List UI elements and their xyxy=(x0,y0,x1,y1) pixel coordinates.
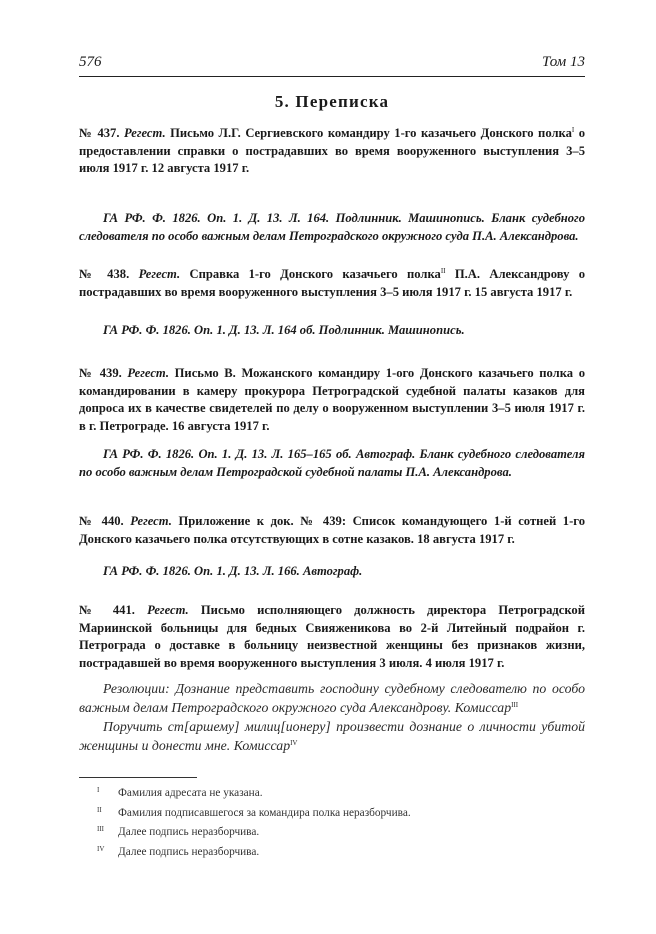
document-entry-439 xyxy=(79,365,585,435)
footnote-mark: IV xyxy=(97,845,105,853)
footnote-mark: II xyxy=(97,806,102,814)
entry-number: № 440. xyxy=(79,514,124,528)
entry-label: Регест. xyxy=(127,366,170,380)
footnote-text: Далее подпись неразборчива. xyxy=(118,846,260,858)
entry-text-continued: о предоставлении справки о пострадавших во время вооруженного выступления 3–5 июля 1917 г. 12 августа 1917 г. xyxy=(79,126,586,175)
resolution-text: Резолюции: Дознание представить господину судебному следователю по особо важным делам Петроградского окружного суда Александрову. Комиссар xyxy=(79,681,585,715)
document-entry-441 xyxy=(79,602,585,672)
footnote-text: Фамилия подписавшегося за командира полка неразборчива. xyxy=(118,807,411,819)
footnote-divider xyxy=(79,777,197,778)
entry-text: Письмо исполняющего должность директора Петроградской Мариинской больницы для бедных Свияженикова во 2-й Литейный подрайон г. Петрограда о доставке в больницу неизвестной женщины без признаков жизни, пострадавшей во время вооруженного выступления 3 июля. 4 июля 1917 г. xyxy=(79,603,585,670)
entry-number: № 439. xyxy=(79,366,122,380)
archive-reference-439: ГА РФ. Ф. 1826. Оп. 1. Д. 13. Л. 165–165 об. Автограф. Бланк судебного следователя по особо важным делам Петроградской судебной палаты П.А. Александрова. xyxy=(79,447,585,479)
entry-label: Регест. xyxy=(124,126,166,140)
footnote-text: Далее подпись неразборчива. xyxy=(118,826,260,838)
entry-text: Справка 1-го Донского казачьего полка xyxy=(180,267,441,281)
entry-text: Письмо В. Можанского командиру 1-ого Донского казачьего полка о командировании в камеру прокурора Петроградской судебной палаты казаков для допроса их в качестве свидетелей по делу о вооруженном выступлении 3–5 июля 1917 г. в г. Петрограде. 16 августа 1917 г. xyxy=(79,366,585,433)
entry-number: № 438. xyxy=(79,267,130,281)
document-entry-440 xyxy=(79,513,585,548)
entry-label: Регест. xyxy=(130,514,172,528)
resolution-text: Поручить ст[аршему] милиц[ионеру] произвести дознание о личности убитой женщины и донести мне. Комиссар xyxy=(79,719,585,753)
volume-label: Том 13 xyxy=(541,54,585,70)
document-entry-437 xyxy=(79,125,585,178)
footnote-mark: I xyxy=(97,786,100,794)
archive-reference-437: ГА РФ. Ф. 1826. Оп. 1. Д. 13. Л. 164. Подлинник. Машинопись. Бланк судебного следователя по особо важным делам Петроградского окружного суда П.А. Александрова. xyxy=(79,211,585,243)
resolution-1 xyxy=(79,679,585,717)
document-entry-438 xyxy=(79,266,585,301)
footnote-mark: III xyxy=(97,825,104,833)
footnote-ref[interactable]: I xyxy=(571,126,575,134)
entry-number: № 437. xyxy=(79,126,120,140)
entry-number: № 441. xyxy=(79,603,135,617)
footnote-ref[interactable]: II xyxy=(440,267,446,275)
footnote-ref[interactable]: IV xyxy=(290,739,298,747)
footnote-ref[interactable]: III xyxy=(511,701,519,709)
archive-reference-440: ГА РФ. Ф. 1826. Оп. 1. Д. 13. Л. 166. Автограф. xyxy=(103,564,363,578)
section-title: 5. Переписка xyxy=(274,92,390,111)
page-number: 576 xyxy=(79,54,102,70)
entry-label: Регест. xyxy=(147,603,189,617)
entry-label: Регест. xyxy=(138,267,181,281)
resolution-2 xyxy=(79,717,585,755)
running-header xyxy=(79,54,585,77)
footnote-text: Фамилия адресата не указана. xyxy=(118,787,263,799)
entry-text: Приложение к док. № 439: Список командующего 1-й сотней 1-го Донского казачьего полка отсутствующих в сотне казаков. 18 августа 1917 г. xyxy=(79,514,585,546)
archive-reference-438: ГА РФ. Ф. 1826. Оп. 1. Д. 13. Л. 164 об. Подлинник. Машинопись. xyxy=(103,323,465,337)
entry-text: Письмо Л.Г. Сергиевского командиру 1-го казачьего Донского полка xyxy=(165,126,572,140)
entry-text-continued: П.А. Александрову о пострадавших во время вооруженного выступления 3–5 июля 1917 г. 15 августа 1917 г. xyxy=(79,267,586,299)
